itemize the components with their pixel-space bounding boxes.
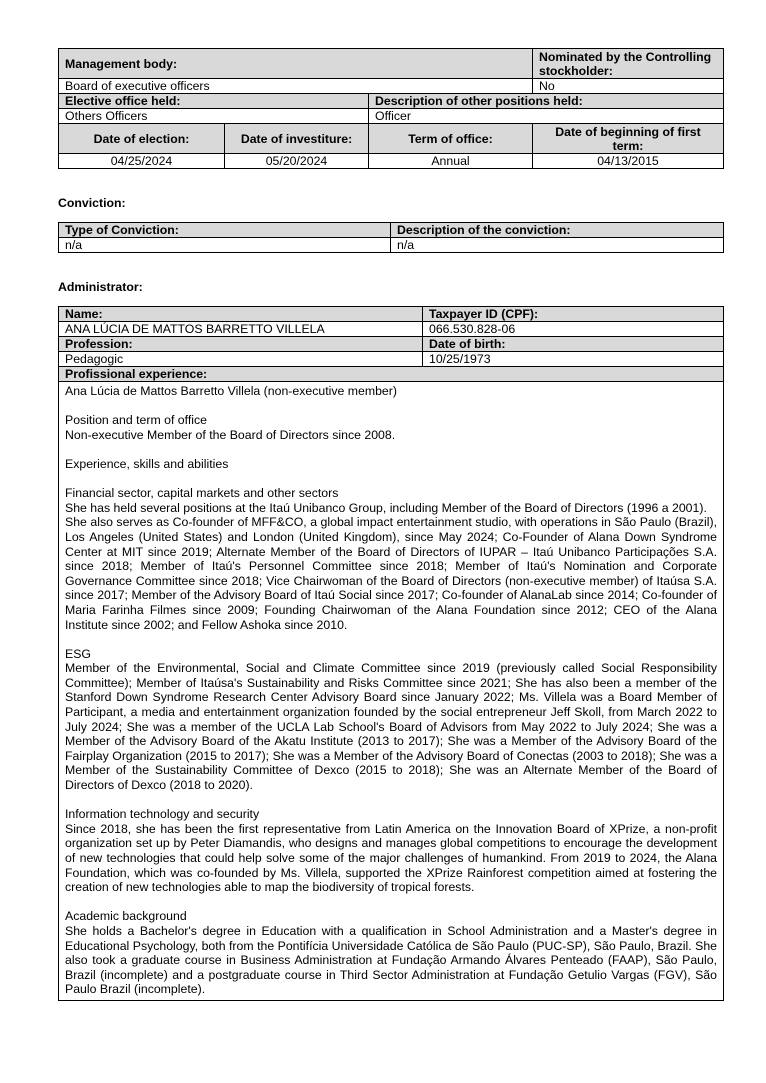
academic-title: Academic background: [65, 909, 187, 924]
financial-paragraph-2: She also serves as Co-founder of MFF&CO, a global impact entertainment studio, with operations in São Paulo (Brazil), Los Angeles (United States) and London (United Kingdom), since May 2024; Co-Founder of Alana Down Syndrome Center at MIT since 2019; Alternate Member of the Board of Directors of IUPAR – Itaú Unibanco Participações S.A. since 2018; Member of Itaú's Personnel Committee since 2018; Member of Itaú's Nomination and Corporate Governance Committee since 2018; Vice Chairwoman of the Board of Directors (non-executive member) of Itaúsa S.A. since 2017; Member of the Advisory Board of Itaú Social since 2017; Co-founder of AlanaLab since 2014; Co-founder of Maria Farinha Filmes since 2009; Founding Chairwoman of the Alana Foundation since 2012; CEO of the Alana Institute since 2002; and Fellow Ashoka since 2010.: [65, 515, 717, 632]
conviction-type-header: Type of Conviction:: [59, 223, 391, 238]
investiture-date-value: 05/20/2024: [225, 154, 369, 169]
conviction-title: Conviction:: [58, 196, 126, 210]
academic-text: She holds a Bachelor's degree in Education with a qualification in School Administration and a Master's degree in Educational Psychology, both from the Pontifícia Universidade Católica de São Paulo (PUC-SP), São Paulo, Brazil. She also took a graduate course in Business Administration at Fundação Armando Álvares Penteado (FAAP), São Paulo, Brazil (incomplete) and a postgraduate course in Third Sector Administration at Fundação Getulio Vargas (FGV), São Paulo Brazil (incomplete).: [65, 923, 717, 997]
term-header: Term of office:: [369, 124, 533, 154]
management-body-header: Management body:: [59, 49, 533, 79]
esg-title: ESG: [65, 646, 91, 661]
esg-text: Member of the Environmental, Social and Climate Committee since 2019 (previously called Social Responsibility Committee); Member of Itaúsa's Sustainability and Risks Committee since 2021; She has also been a member of the Stanford Down Syndrome Research Center Advisory Board since January 2022; Ms. Villela was a Board Member of Participant, a media and entertainment organization founded by the social entrepreneur Jeff Skoll, from March 2022 to July 2024; She was a member of the UCLA Lab School's Board of Advisors from May 2022 to July 2024; She was a Member of the Advisory Board of the Akatu Institute (2013 to 2017); She was a Member of the Advisory Board of the Fairplay Organization (2015 to 2017); She was a Member of the Advisory Board of Conectas (2003 to 2018); She was a Member of the Sustainability Committee of Dexco (2015 to 2018); She was an Alternate Member of the Board of Directors of Dexco (2018 to 2020).: [65, 661, 717, 793]
taxpayer-header: Taxpayer ID (CPF):: [423, 307, 724, 322]
nominated-header: Nominated by the Controlling stockholder:: [533, 49, 724, 79]
it-security-title: Information technology and security: [65, 807, 260, 822]
management-body-value: Board of executive officers: [59, 79, 533, 94]
elective-office-header: Elective office held:: [59, 94, 369, 109]
other-positions-header: Description of other positions held:: [369, 94, 724, 109]
management-table: [58, 48, 724, 169]
position-text: Non-executive Member of the Board of Directors since 2008.: [65, 427, 396, 442]
it-security-text: Since 2018, she has been the first representative from Latin America on the Innovation Board of XPrize, a non-profit organization set up by Peter Diamandis, who designs and manages global competitions to encourage the development of new technologies that could help solve some of the major challenges of humankind. From 2019 to 2024, the Alana Foundation, which was co-founded by Ms. Villela, supported the XPrize Rainforest competition aimed at fostering the creation of new technologies able to map the biodiversity of tropical forests.: [65, 821, 717, 895]
first-term-header: Date of beginning of first term:: [533, 124, 724, 154]
election-date-value: 04/25/2024: [59, 154, 225, 169]
financial-paragraph-1: She has held several positions at the Itaú Unibanco Group, including Member of the Board of Directors (1996 a 2001).: [65, 500, 707, 515]
administrator-table: [58, 306, 724, 1001]
birth-date-value: 10/25/1973: [423, 352, 724, 367]
experience-intro: Ana Lúcia de Mattos Barretto Villela (non-executive member): [65, 384, 397, 398]
birth-date-header: Date of birth:: [423, 337, 724, 352]
skills-title: Experience, skills and abilities: [65, 456, 229, 471]
elective-office-value: Others Officers: [59, 109, 369, 124]
conviction-description-header: Description of the conviction:: [391, 223, 724, 238]
term-value: Annual: [369, 154, 533, 169]
first-term-value: 04/13/2015: [533, 154, 724, 169]
other-positions-value: Officer: [369, 109, 724, 124]
investiture-date-header: Date of investiture:: [225, 124, 369, 154]
document-page: [58, 48, 723, 1001]
conviction-type-value: n/a: [59, 238, 391, 253]
election-date-header: Date of election:: [59, 124, 225, 154]
conviction-table: [58, 222, 724, 253]
experience-header: Profissional experience:: [59, 367, 724, 382]
financial-title: Financial sector, capital markets and other sectors: [65, 486, 339, 501]
profession-header: Profession:: [59, 337, 423, 352]
administrator-title: Administrator:: [58, 280, 143, 294]
taxpayer-value: 066.530.828-06: [423, 322, 724, 337]
experience-body: [59, 382, 724, 1001]
position-title: Position and term of office: [65, 413, 207, 428]
nominated-value: No: [533, 79, 724, 94]
conviction-description-value: n/a: [391, 238, 724, 253]
name-header: Name:: [59, 307, 423, 322]
profession-value: Pedagogic: [59, 352, 423, 367]
name-value: ANA LÚCIA DE MATTOS BARRETTO VILLELA: [59, 322, 423, 337]
